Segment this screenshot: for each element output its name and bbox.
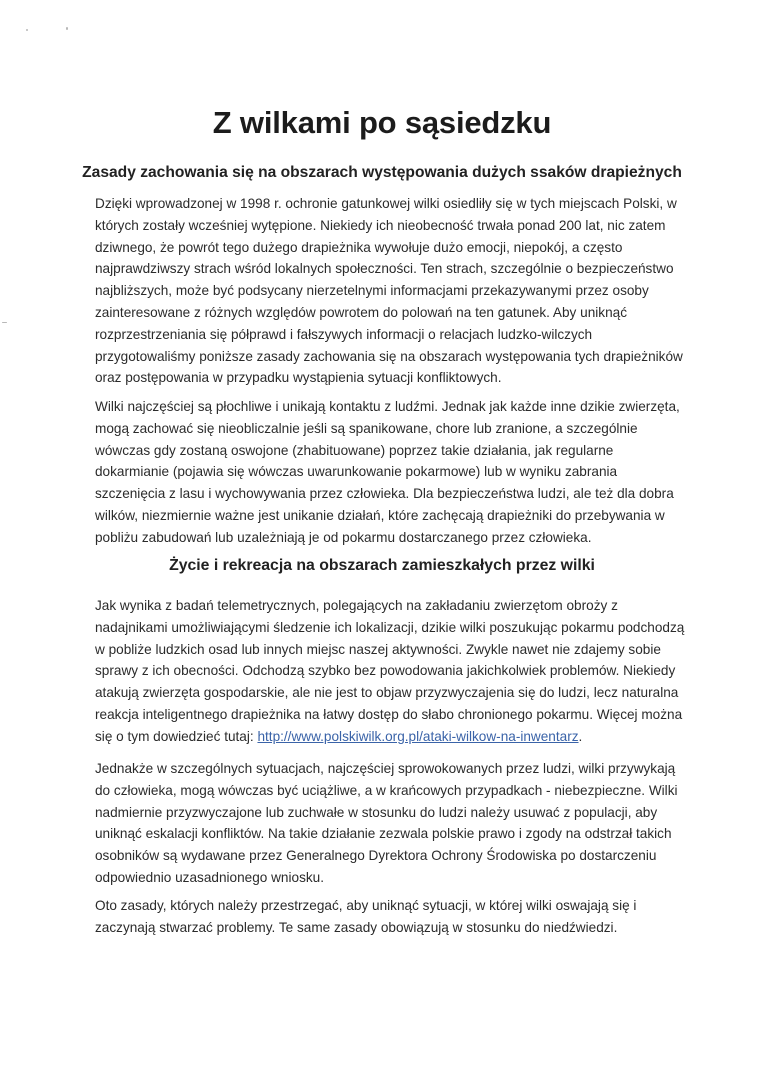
paragraph-intro-text: Dzięki wprowadzonej w 1998 r. ochronie gatunkowej wilki osiedliły się w tych miejscach Polski, w których zostały wcześniej wytępione. Niekiedy ich nieobecność trwała ponad 200 lat, nic zatem dziwnego, że powrót tego dużego drapieżnika wywołuje dużo emocji, niepokój, a często najprawdziwszy strach wśród lokalnych społeczności. Ten strach, szczególnie o bezpieczeństwo najbliższych, może być podsycany nierzetelnymi informacjami przekazywanymi przez osoby zainteresowane z różnych względów powrotem do polowań na ten gatunek. Aby uniknąć rozprzestrzeniania się półprawd i fałszywych informacji o relacjach ludzko-wilczych przygotowaliśmy poniższe zasady zachowania się na obszarach występowania tych drapieżników oraz postępowania w przypadku wystąpienia sytuacji konfliktowych. xyxy=(95,196,683,386)
paragraph-wolf-behavior xyxy=(95,396,687,549)
paragraph-rules-intro-text: Oto zasady, których należy przestrzegać, aby uniknąć sytuacji, w której wilki oswajają się i zaczynają stwarzać problemy. Te same zasady obowiązują w stosunku do niedźwiedzi. xyxy=(95,898,637,935)
paragraph-rules-intro xyxy=(95,895,687,939)
paragraph-telemetry-end: . xyxy=(578,728,583,744)
paragraph-telemetry-text: Jak wynika z badań telemetrycznych, polegających na zakładaniu zwierzętom obroży z nadajnikami umożliwiającymi śledzenie ich lokalizacji, dzikie wilki poszukując pokarmu podchodzą w pobliże ludzkich osad lub innych miejsc naszej aktywności. Zwykle nawet nie zdajemy sobie sprawy z ich obecności. Odchodzą szybko bez powodowania jakichkolwiek problemów. Niekiedy atakują zwierzęta gospodarskie, ale nie jest to objaw przyzwyczajenia się do ludzi, lecz naturalna reakcja inteligentnego drapieżnika na łatwy dostęp do słabo chronionego pokarmu. Więcej można się o tym dowiedzieć tutaj: xyxy=(95,598,685,744)
scan-edge-mark xyxy=(2,322,7,323)
scan-speck-mark xyxy=(66,27,68,30)
scan-speck-mark xyxy=(26,29,28,31)
polskiwilk-link[interactable]: http://www.polskiwilk.org.pl/ataki-wilkow-na-inwentarz xyxy=(257,728,579,744)
document-title: Z wilkami po sąsiedzku xyxy=(212,105,552,140)
paragraph-wolf-behavior-text: Wilki najczęściej są płochliwe i unikają kontaktu z ludźmi. Jednak jak każde inne dzikie zwierzęta, mogą zachować się nieobliczalnie jeśli są spanikowane, chore lub zranione, a szczególnie wówczas gdy zostaną oswojone (zhabituowane) poprzez takie działania, jak regularne dokarmianie (pojawia się wówczas uwarunkowanie pokarmowe) lub w wyniku zabrania szczenięcia z lasu i wychowywania przez człowieka. Dla bezpieczeństwa ludzi, ale też dla dobra wilków, niezmiernie ważne jest unikanie działań, które zachęcają drapieżniki do przebywania w pobliżu zabudowań lub uzależniają je od pokarmu dostarczanego przez człowieka. xyxy=(95,399,680,545)
document-subtitle: Zasady zachowania się na obszarach występowania dużych ssaków drapieżnych xyxy=(82,164,682,181)
section-heading-life-recreation: Życie i rekreacja na obszarach zamieszkałych przez wilki xyxy=(169,557,595,574)
paragraph-habituation xyxy=(95,758,687,889)
paragraph-habituation-text: Jednakże w szczególnych sytuacjach, najczęściej sprowokowanych przez ludzi, wilki przywykają do człowieka, mogą wówczas być uciążliwe, a w krańcowych przypadkach - niebezpieczne. Wilki nadmiernie przyzwyczajone lub zuchwałe w stosunku do ludzi należy usuwać z populacji, aby uniknąć eskalacji konfliktów. Na takie działanie zezwala polskie prawo i zgody na odstrzał takich osobników są wydawane przez Generalnego Dyrektora Ochrony Środowiska po dostarczeniu odpowiednio uzasadnionego wniosku. xyxy=(95,761,678,885)
paragraph-telemetry xyxy=(95,595,687,748)
paragraph-intro xyxy=(95,193,687,389)
